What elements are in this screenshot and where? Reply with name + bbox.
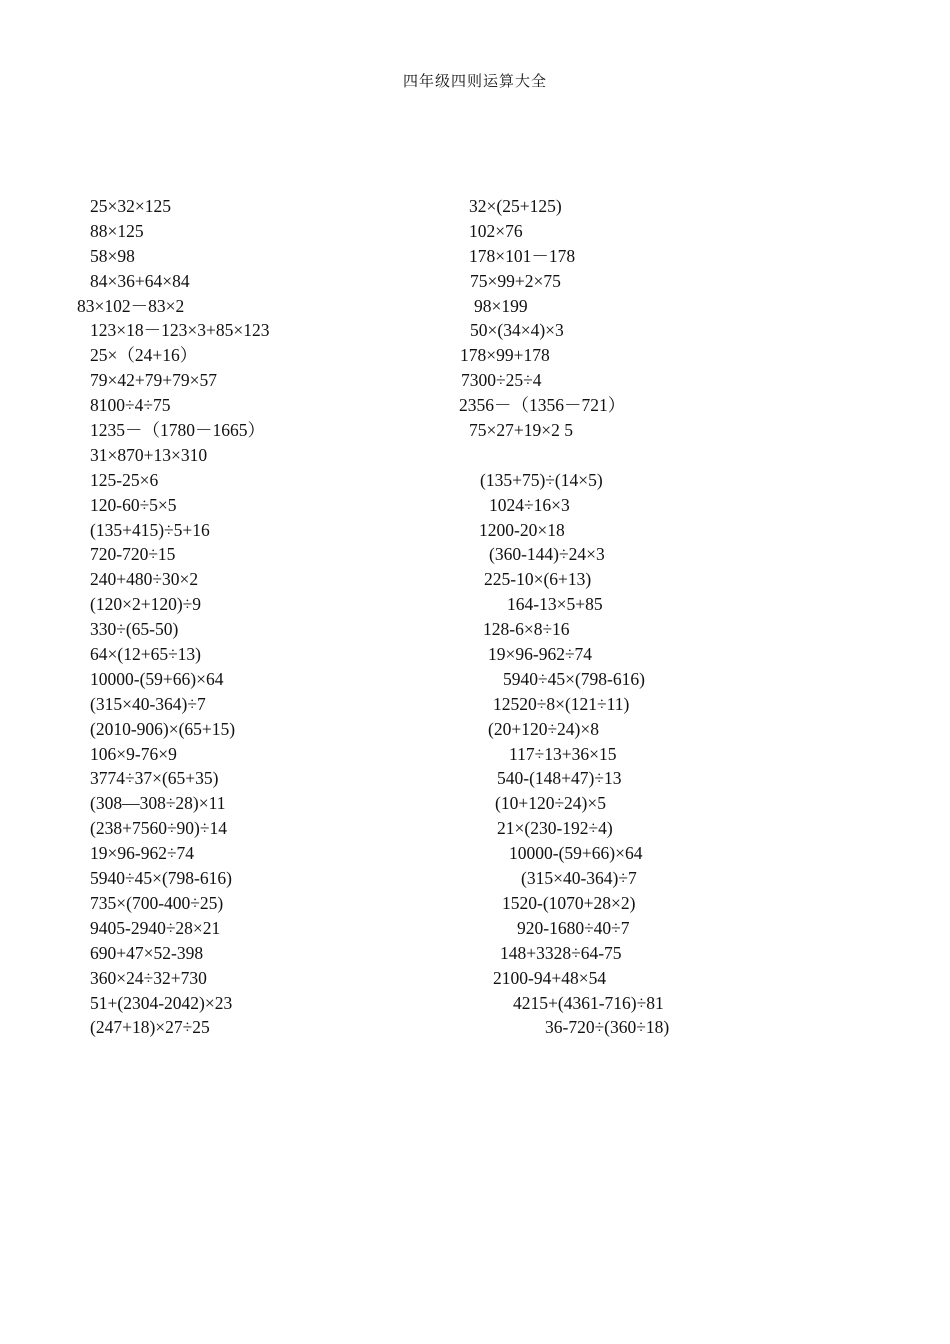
- problem-item: (10+120÷24)×5: [495, 793, 606, 814]
- problem-item: 36-720÷(360÷18): [545, 1017, 670, 1038]
- problem-item: 225-10×(6+13): [484, 569, 592, 590]
- problem-item: (315×40-364)÷7: [521, 868, 637, 889]
- problem-item: 83×102－83×2: [77, 295, 185, 316]
- problem-item: 21×(230-192÷4): [497, 818, 613, 839]
- problem-item: 125-25×6: [90, 469, 159, 490]
- problem-item: (20+120÷24)×8: [488, 718, 599, 739]
- problem-item: 360×24÷32+730: [90, 967, 207, 988]
- problem-item: 19×96-962÷74: [488, 644, 593, 665]
- problem-item: 106×9-76×9: [90, 743, 177, 764]
- problem-item: 1520-(1070+28×2): [502, 892, 636, 913]
- problem-item: 12520÷8×(121÷11): [493, 693, 630, 714]
- problem-item: 1235－（1780－1665）: [90, 420, 265, 441]
- problem-item: 120-60÷5×5: [90, 494, 177, 515]
- problem-item: 75×99+2×75: [470, 270, 561, 291]
- problem-item: 148+3328÷64-75: [500, 942, 622, 963]
- problem-item: 9405-2940÷28×21: [90, 917, 221, 938]
- problem-item: (247+18)×27÷25: [90, 1017, 210, 1038]
- problem-item: 98×199: [474, 295, 528, 316]
- problem-item: (135+75)÷(14×5): [480, 469, 603, 490]
- problem-item: (120×2+120)÷9: [90, 594, 201, 615]
- problem-item: 58×98: [90, 245, 135, 266]
- problem-item: 84×36+64×84: [90, 270, 190, 291]
- problem-item: 25×（24+16）: [90, 345, 198, 366]
- problem-item: (315×40-364)÷7: [90, 693, 206, 714]
- problem-item: 51+(2304-2042)×23: [90, 992, 233, 1013]
- problem-item: 64×(12+65÷13): [90, 644, 201, 665]
- problem-item: 164-13×5+85: [507, 594, 603, 615]
- problem-item: 1200-20×18: [479, 519, 565, 540]
- problem-item: 25×32×125: [90, 196, 171, 216]
- problem-item: 10000-(59+66)×64: [509, 843, 643, 864]
- problem-item: (135+415)÷5+16: [90, 519, 210, 540]
- problem-item: 79×42+79+79×57: [90, 370, 217, 391]
- problem-item: 240+480÷30×2: [90, 569, 199, 590]
- problem-item: 1024÷16×3: [489, 494, 570, 515]
- problem-item: 88×125: [90, 220, 144, 241]
- left-problem-list: [77, 194, 270, 1040]
- problem-item: 5940÷45×(798-616): [503, 668, 645, 689]
- problem-item: 735×(700-400÷25): [90, 892, 224, 913]
- problem-item: 102×76: [469, 220, 523, 241]
- problem-item: 178×99+178: [460, 345, 550, 366]
- problem-item: 7300÷25÷4: [461, 370, 542, 391]
- problem-item: 720-720÷15: [90, 544, 176, 565]
- problem-item: 123×18－123×3+85×123: [90, 320, 270, 341]
- page-title: 四年级四则运算大全: [402, 72, 547, 90]
- problem-item: (360-144)÷24×3: [489, 544, 605, 565]
- problem-item: (238+7560÷90)÷14: [90, 818, 227, 839]
- problem-item: 2356－（1356－721）: [459, 395, 626, 416]
- problem-item: 8100÷4÷75: [90, 395, 171, 416]
- problem-item: 32×(25+125): [469, 196, 562, 216]
- problem-item: 178×101－178: [469, 245, 576, 266]
- right-problem-list: [459, 194, 670, 1040]
- problem-item: 19×96-962÷74: [90, 843, 195, 864]
- problem-item: 690+47×52-398: [90, 942, 204, 963]
- problem-item: [469, 443, 669, 468]
- problem-item: 540-(148+47)÷13: [497, 768, 622, 789]
- problem-item: (2010-906)×(65+15): [90, 718, 236, 739]
- problem-item: 50×(34×4)×3: [470, 320, 564, 341]
- problem-item: (308—308÷28)×11: [90, 793, 226, 814]
- problem-item: 330÷(65-50): [90, 619, 179, 640]
- problem-item: 3774÷37×(65+35): [90, 768, 219, 789]
- problem-item: 117÷13+36×15: [509, 743, 617, 764]
- problem-item: 920-1680÷40÷7: [517, 917, 630, 938]
- problem-item: 75×27+19×2 5: [469, 420, 573, 441]
- problem-item: 31×870+13×310: [90, 444, 208, 465]
- problem-item: 10000-(59+66)×64: [90, 668, 224, 689]
- problem-item: 4215+(4361-716)÷81: [513, 992, 664, 1013]
- problem-item: 2100-94+48×54: [493, 967, 607, 988]
- problem-item: 5940÷45×(798-616): [90, 868, 232, 889]
- problem-item: 128-6×8÷16: [483, 619, 570, 640]
